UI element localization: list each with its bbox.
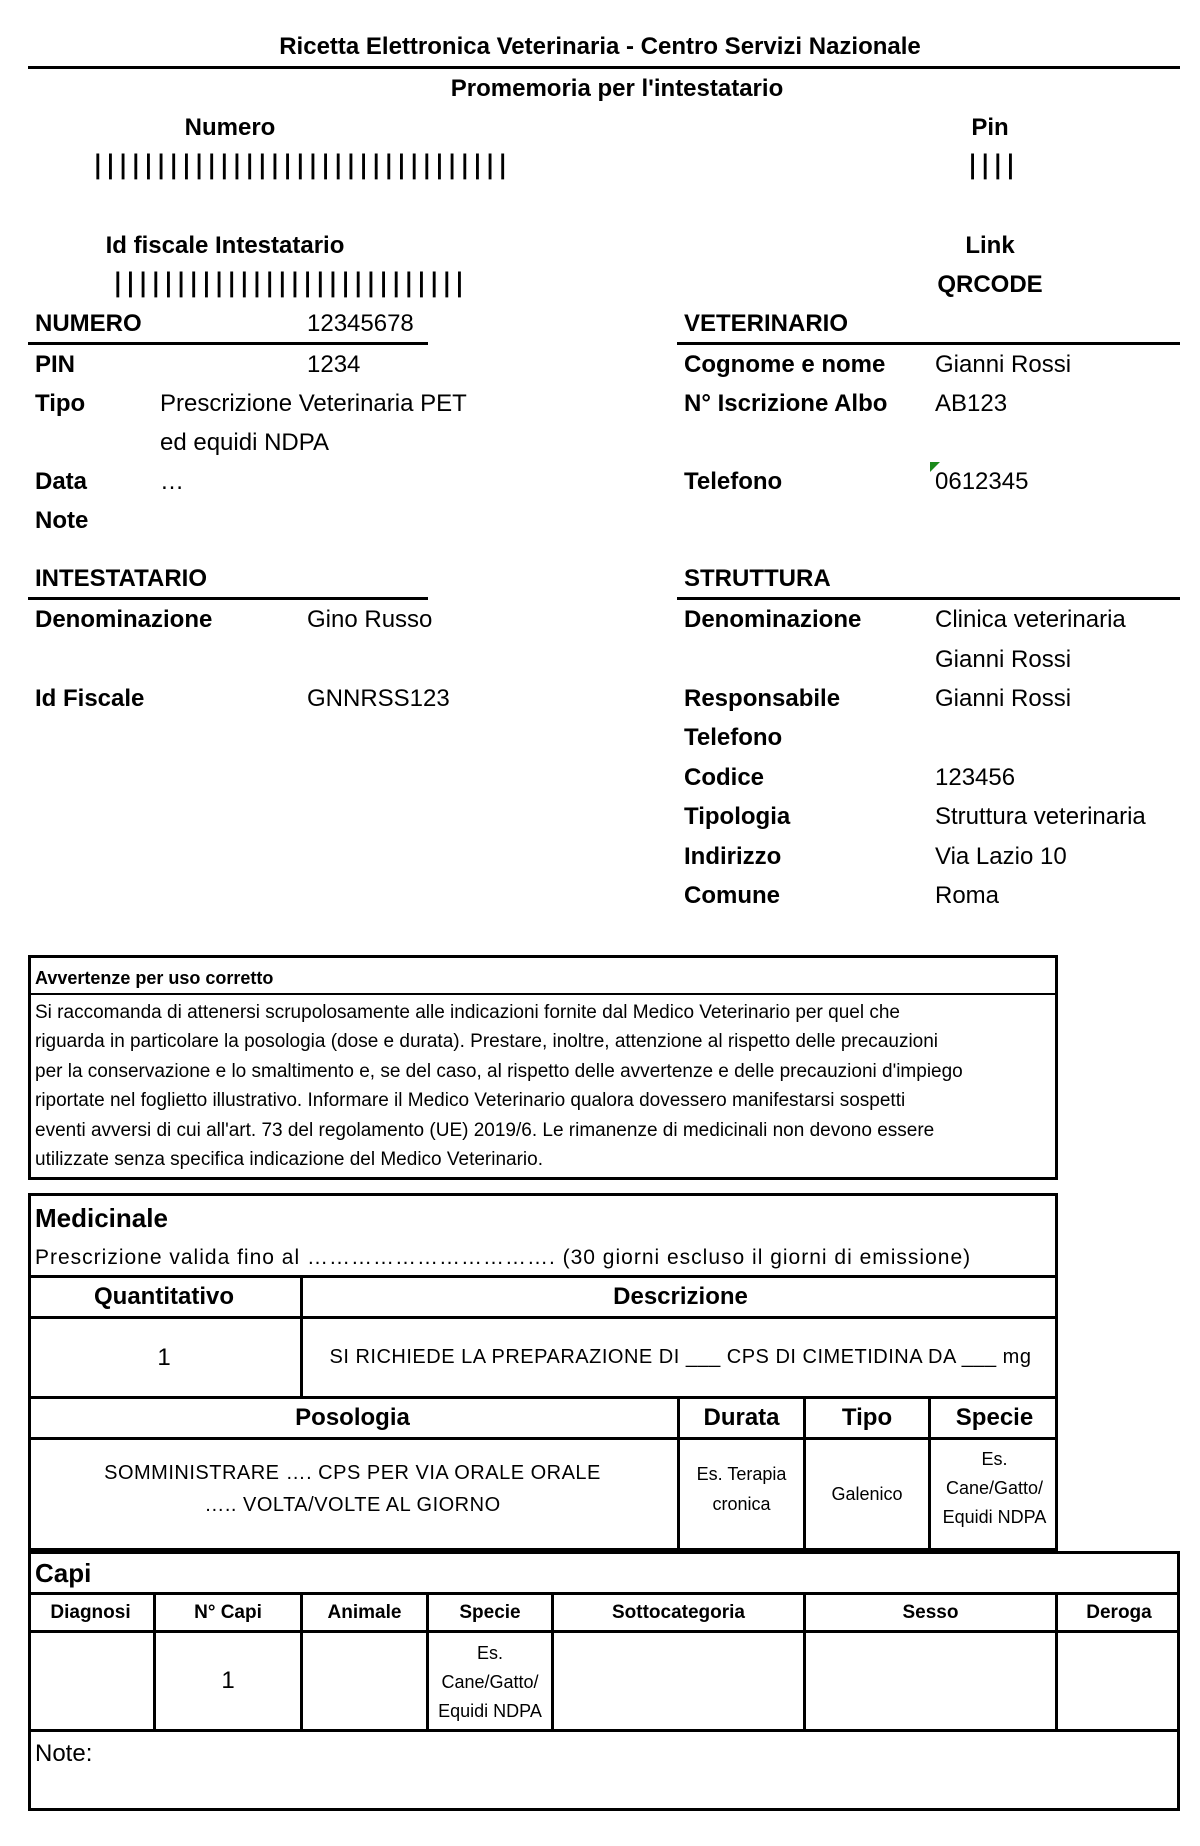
avvertenze-line-1: Si raccomanda di attenersi scrupolosamente alle indicazioni fornite dal Medico Veterinario per quel che [35, 1002, 900, 1023]
posologia-header: Posologia [295, 1404, 410, 1431]
durata-value-1: Es. Terapia [696, 1464, 787, 1484]
descrizione-value: SI RICHIEDE LA PREPARAZIONE DI ___ CPS DI CIMETIDINA DA ___ mg [329, 1346, 1032, 1368]
medicinale-validita: Prescrizione valida fino al ……………………………. (30 giorni escluso il giorni di emissione) [35, 1246, 972, 1269]
struttura-responsabile-label: Responsabile [684, 685, 841, 712]
capi-header-sottocategoria: Sottocategoria [611, 1601, 746, 1623]
ricetta-numero-label: NUMERO [35, 310, 142, 337]
document-title: Ricetta Elettronica Veterinaria - Centro Servizi Nazionale [279, 33, 921, 60]
posologia-value-2: ….. VOLTA/VOLTE AL GIORNO [204, 1494, 501, 1516]
numero-barcode: ||||||||||||||||||||||||||||||||| [90, 150, 508, 180]
avvertenze-title: Avvertenze per uso corretto [35, 968, 274, 988]
ricetta-numero-value: 12345678 [307, 310, 414, 337]
intestatario-denominazione-label: Denominazione [35, 606, 213, 633]
veterinario-albo-label: N° Iscrizione Albo [684, 390, 888, 417]
struttura-divider [677, 597, 1180, 600]
avvertenze-line-2: riguarda in particolare la posologia (dose e durata). Prestare, inoltre, attenzione al rispetto delle precauzioni [35, 1031, 939, 1052]
struttura-section-title: STRUTTURA [684, 565, 831, 592]
qrcode-label: QRCODE [937, 271, 1043, 298]
ricetta-tipo-value-1: Prescrizione Veterinaria PET [160, 390, 467, 417]
capi-header-ncapi: N° Capi [194, 1601, 262, 1623]
veterinario-nome-label: Cognome e nome [684, 351, 886, 378]
capi-header-sesso: Sesso [902, 1601, 959, 1623]
avvertenze-divider [28, 993, 1058, 995]
tipo-header: Tipo [841, 1404, 893, 1431]
capi-specie-value-3: Equidi NDPA [438, 1701, 542, 1721]
idfiscale-barcode: |||||||||||||||||||||||||||| [110, 268, 465, 298]
ricetta-pin-label: PIN [35, 351, 76, 378]
avvertenze-line-5: eventi avversi di cui all'art. 73 del regolamento (UE) 2019/6. Le rimanenze di medicinali non devono essere [35, 1120, 935, 1141]
durata-value-2: cronica [712, 1494, 771, 1514]
document-subtitle: Promemoria per l'intestatario [450, 75, 784, 102]
struttura-codice-value: 123456 [935, 764, 1016, 791]
struttura-tipologia-label: Tipologia [684, 803, 791, 830]
intestatario-idfiscale-value: GNNRSS123 [307, 685, 450, 712]
numero-label: Numero [184, 114, 276, 141]
struttura-comune-label: Comune [684, 882, 780, 909]
capi-divider-3 [28, 1729, 1180, 1732]
struttura-denominazione-value-2: Gianni Rossi [935, 646, 1072, 673]
intestatario-section-title: INTESTATARIO [35, 565, 207, 592]
struttura-tipologia-value: Struttura veterinaria [935, 803, 1146, 830]
descrizione-header: Descrizione [613, 1283, 748, 1310]
capi-header-deroga: Deroga [1086, 1601, 1152, 1623]
struttura-comune-value: Roma [935, 882, 1000, 909]
struttura-responsabile-value: Gianni Rossi [935, 685, 1072, 712]
veterinario-albo-value: AB123 [935, 390, 1008, 417]
intestatario-idfiscale-label: Id Fiscale [35, 685, 145, 712]
avvertenze-line-6: utilizzate senza specifica indicazione del Medico Veterinario. [35, 1149, 543, 1170]
ricetta-tipo-label: Tipo [35, 390, 86, 417]
posologia-value-1: SOMMINISTRARE …. CPS PER VIA ORALE ORALE [104, 1462, 601, 1484]
veterinario-divider [677, 342, 1180, 345]
specie-value-3: Equidi NDPA [942, 1507, 1047, 1527]
struttura-codice-label: Codice [684, 764, 765, 791]
struttura-indirizzo-label: Indirizzo [684, 843, 782, 870]
ricetta-divider [28, 342, 428, 345]
struttura-telefono-label: Telefono [684, 724, 783, 751]
quantitativo-header: Quantitativo [93, 1283, 234, 1310]
capi-header-diagnosi: Diagnosi [50, 1601, 131, 1623]
capi-title: Capi [35, 1558, 92, 1588]
ricetta-note-label: Note [35, 507, 89, 534]
ricetta-pin-value: 1234 [307, 351, 361, 378]
ricetta-data-label: Data [35, 468, 88, 495]
capi-specie-value-1: Es. [476, 1643, 503, 1663]
ricetta-tipo-value-2: ed equidi NDPA [160, 429, 329, 456]
capi-header-specie: Specie [459, 1601, 521, 1623]
tipo-value: Galenico [831, 1483, 903, 1504]
specie-value-1: Es. [981, 1449, 1008, 1469]
veterinario-section-title: VETERINARIO [684, 310, 849, 337]
pin-barcode: |||| [964, 150, 1016, 180]
quantitativo-value: 1 [157, 1343, 171, 1371]
intestatario-denominazione-value: Gino Russo [307, 606, 433, 633]
idfiscale-label: Id fiscale Intestatario [105, 232, 345, 259]
intestatario-divider [28, 597, 428, 600]
specie-header: Specie [955, 1404, 1034, 1431]
link-label: Link [965, 232, 1015, 259]
avvertenze-line-3: per la conservazione e lo smaltimento e, se del caso, al rispetto delle avvertenze e delle precauzioni d'impiego [35, 1061, 963, 1082]
durata-header: Durata [703, 1404, 780, 1431]
struttura-indirizzo-value: Via Lazio 10 [935, 843, 1067, 870]
avvertenze-line-4: riportate nel foglietto illustrativo. Informare il Medico Veterinario qualora dovessero manifestarsi sospetti [35, 1090, 906, 1111]
veterinario-nome-value: Gianni Rossi [935, 351, 1072, 378]
capi-note-label: Note: [35, 1740, 93, 1767]
capi-ncapi-value: 1 [221, 1667, 235, 1694]
capi-specie-value-2: Cane/Gatto/ [441, 1672, 539, 1692]
struttura-denominazione-value-1: Clinica veterinaria [935, 606, 1126, 633]
veterinario-telefono-value: 0612345 [935, 468, 1029, 495]
struttura-denominazione-label: Denominazione [684, 606, 862, 633]
medicinale-title: Medicinale [35, 1203, 168, 1233]
specie-value-2: Cane/Gatto/ [945, 1478, 1044, 1498]
title-divider [28, 66, 1180, 69]
pin-label: Pin [971, 114, 1009, 141]
capi-header-animale: Animale [327, 1601, 402, 1623]
ricetta-data-value: … [160, 468, 184, 495]
veterinario-telefono-label: Telefono [684, 468, 783, 495]
